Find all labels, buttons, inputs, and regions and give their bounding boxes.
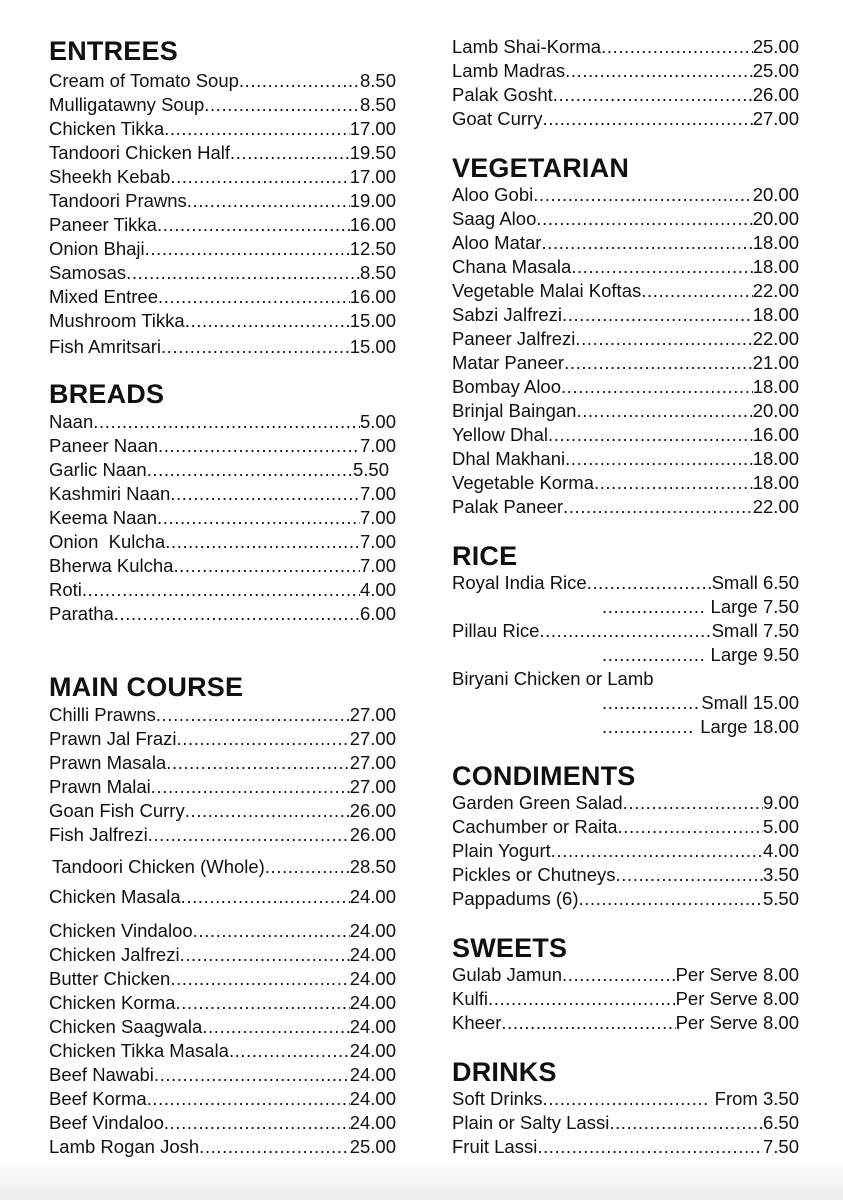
section-breads <box>49 379 396 626</box>
menu-item: Roti ..... 4.00 <box>49 578 396 602</box>
menu-item: Royal India Rice ..... Small 6.50 <box>452 571 799 595</box>
menu-item: Garden Green Salad ..... 9.00 <box>452 791 799 815</box>
section-rice <box>452 541 799 739</box>
menu-item: Chicken Masala ..... 24.00 <box>49 885 396 909</box>
section-heading-breads: BREADS <box>49 379 165 409</box>
menu-item: Prawn Masala ..... 27.00 <box>49 751 396 775</box>
section-main-course <box>49 672 396 1159</box>
menu-item: Beef Vindaloo ..... 24.00 <box>49 1111 396 1135</box>
section-heading-rice: RICE <box>452 541 518 571</box>
menu-item: Prawn Malai ..... 27.00 <box>49 775 396 799</box>
menu-item: Paratha ..... 6.00 <box>49 602 396 626</box>
section-condiments <box>452 761 799 911</box>
menu-item: Gulab Jamun ..... Per Serve 8.00 <box>452 963 799 987</box>
menu-item: Yellow Dhal ..... 16.00 <box>452 423 799 447</box>
menu-item: Sheekh Kebab ..... 17.00 <box>49 165 396 189</box>
menu-item: Tandoori Chicken Half ..... 19.50 <box>49 141 396 165</box>
menu-item: Goat Curry ..... 27.00 <box>452 107 799 131</box>
menu-item: Prawn Jal Frazi ..... 27.00 <box>49 727 396 751</box>
menu-item: Vegetable Malai Koftas ..... 22.00 <box>452 279 799 303</box>
section-heading-drinks: DRINKS <box>452 1057 557 1087</box>
menu-item: Garlic Naan ..... 5.50 <box>49 458 389 482</box>
menu-item: Goan Fish Curry ..... 26.00 <box>49 799 396 823</box>
menu-item: Chicken Korma ..... 24.00 <box>49 991 396 1015</box>
section-heading-condiments: CONDIMENTS <box>452 761 636 791</box>
menu-item: Paneer Naan ..... 7.00 <box>49 434 396 458</box>
menu-item: Onion Kulcha ..... 7.00 <box>49 530 396 554</box>
menu-item: Kulfi ..... Per Serve 8.00 <box>452 987 799 1011</box>
menu-item: Pillau Rice ..... Small 7.50 <box>452 619 799 643</box>
menu-item-size: ..... Small 15.00 <box>452 691 799 715</box>
section-entrees <box>49 36 396 359</box>
menu-item: Chilli Prawns ..... 27.00 <box>49 703 396 727</box>
menu-item: Aloo Gobi ..... 20.00 <box>452 183 799 207</box>
menu-item: Mulligatawny Soup ..... 8.50 <box>49 93 396 117</box>
menu-item: Onion Bhaji ..... 12.50 <box>49 237 396 261</box>
menu-item: Dhal Makhani ..... 18.00 <box>452 447 799 471</box>
section-drinks <box>452 1057 799 1159</box>
menu-item: Beef Korma ..... 24.00 <box>49 1087 396 1111</box>
menu-item: Chicken Jalfrezi ..... 24.00 <box>49 943 396 967</box>
section-main-course-continued <box>452 35 799 131</box>
menu-item: Naan ..... 5.00 <box>49 410 396 434</box>
menu-item: Chicken Saagwala ..... 24.00 <box>49 1015 396 1039</box>
menu-item: Chicken Tikka Masala ..... 24.00 <box>49 1039 396 1063</box>
menu-item: Pappadums (6) ..... 5.50 <box>452 887 799 911</box>
menu-item: Lamb Madras ..... 25.00 <box>452 59 799 83</box>
menu-item: Tandoori Chicken (Whole) ..... 28.50 <box>49 855 396 879</box>
page-footer-band <box>0 1158 843 1200</box>
menu-item: Mushroom Tikka ..... 15.00 <box>49 309 396 333</box>
menu-item: Vegetable Korma ..... 18.00 <box>452 471 799 495</box>
menu-item: Matar Paneer ..... 21.00 <box>452 351 799 375</box>
menu-item: Paneer Tikka ..... 16.00 <box>49 213 396 237</box>
menu-item: Biryani Chicken or Lamb <box>452 668 654 689</box>
section-sweets <box>452 933 799 1035</box>
menu-item: Aloo Matar ..... 18.00 <box>452 231 799 255</box>
menu-item: Cachumber or Raita ..... 5.00 <box>452 815 799 839</box>
menu-item: Keema Naan ..... 7.00 <box>49 506 396 530</box>
menu-item-size: ..... Large 7.50 <box>452 595 799 619</box>
menu-item: Chicken Tikka ..... 17.00 <box>49 117 396 141</box>
menu-item: Sabzi Jalfrezi ..... 18.00 <box>452 303 799 327</box>
menu-item: Kashmiri Naan ..... 7.00 <box>49 482 396 506</box>
menu-item: Plain or Salty Lassi ..... 6.50 <box>452 1111 799 1135</box>
menu-item-size: ..... Large 18.00 <box>452 715 799 739</box>
menu-item: Soft Drinks ..... From 3.50 <box>452 1087 799 1111</box>
menu-item: Palak Paneer ..... 22.00 <box>452 495 799 519</box>
section-vegetarian <box>452 153 799 519</box>
menu-item: Bherwa Kulcha ..... 7.00 <box>49 554 396 578</box>
menu-item: Palak Gosht ..... 26.00 <box>452 83 799 107</box>
menu-item: Fish Amritsari ..... 15.00 <box>49 335 396 359</box>
section-heading-entrees: ENTREES <box>49 36 178 66</box>
section-heading-vegetarian: VEGETARIAN <box>452 153 630 183</box>
menu-item: Saag Aloo ..... 20.00 <box>452 207 799 231</box>
menu-item: Chicken Vindaloo ..... 24.00 <box>49 919 396 943</box>
menu-item: Plain Yogurt ..... 4.00 <box>452 839 799 863</box>
menu-item: Fruit Lassi ..... 7.50 <box>452 1135 799 1159</box>
menu-item: Lamb Shai-Korma ..... 25.00 <box>452 35 799 59</box>
section-heading-sweets: SWEETS <box>452 933 568 963</box>
menu-item: Cream of Tomato Soup ..... 8.50 <box>49 69 396 93</box>
menu-item-size: ..... Large 9.50 <box>452 643 799 667</box>
menu-item: Chana Masala ..... 18.00 <box>452 255 799 279</box>
menu-item: Samosas ..... 8.50 <box>49 261 396 285</box>
section-heading-main-course: MAIN COURSE <box>49 672 244 702</box>
menu-item: Paneer Jalfrezi ..... 22.00 <box>452 327 799 351</box>
menu-item: Lamb Rogan Josh ..... 25.00 <box>49 1135 396 1159</box>
menu-item: Mixed Entree ..... 16.00 <box>49 285 396 309</box>
menu-item: Kheer ..... Per Serve 8.00 <box>452 1011 799 1035</box>
menu-item: Butter Chicken ..... 24.00 <box>49 967 396 991</box>
menu-item: Tandoori Prawns ..... 19.00 <box>49 189 396 213</box>
menu-item: Bombay Aloo ..... 18.00 <box>452 375 799 399</box>
menu-item: Brinjal Baingan ..... 20.00 <box>452 399 799 423</box>
menu-item: Fish Jalfrezi ..... 26.00 <box>49 823 396 847</box>
menu-item: Beef Nawabi ..... 24.00 <box>49 1063 396 1087</box>
menu-item: Pickles or Chutneys ..... 3.50 <box>452 863 799 887</box>
